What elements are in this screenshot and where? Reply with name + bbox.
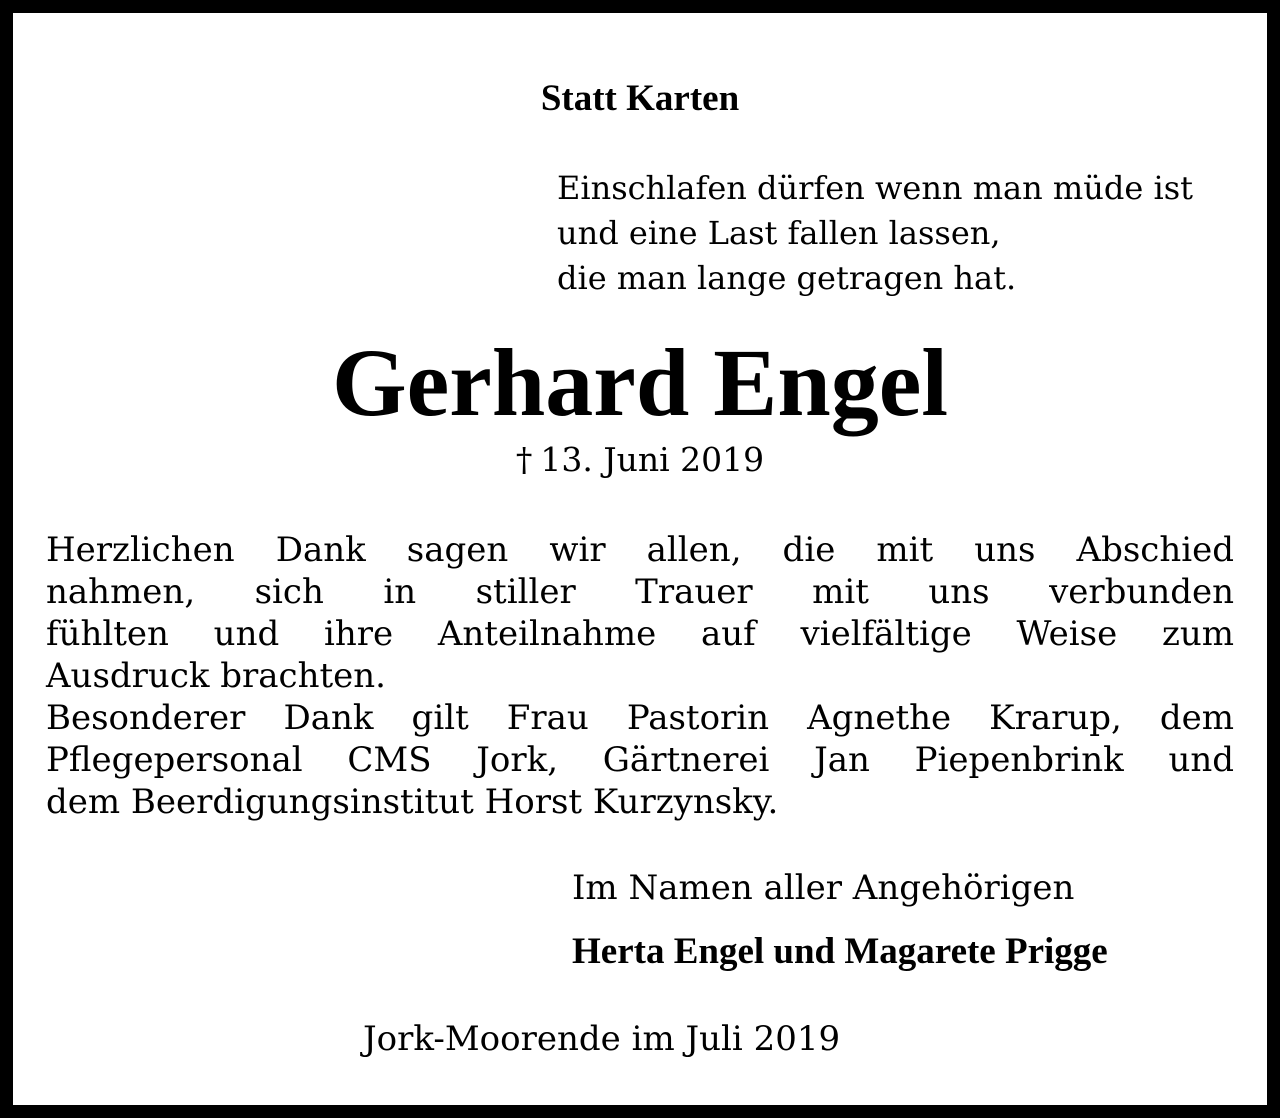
poem-line: die man lange getragen hat.: [557, 259, 1017, 297]
header-statt-karten: Statt Karten: [540, 78, 740, 119]
thanks-line: Ausdruck brachten.: [46, 656, 386, 696]
thanks-line: Besonderer Dank gilt Frau Pastorin Agnethe Krarup, dem: [46, 698, 1234, 738]
thanks-line: Herzlichen Dank sagen wir allen, die mit uns Abschied: [46, 530, 1234, 570]
closing-phrase: Im Namen aller Angehörigen: [572, 868, 1075, 908]
poem-line: und eine Last fallen lassen,: [557, 214, 1001, 252]
deceased-name: Gerhard Engel: [332, 329, 948, 436]
thanks-line: nahmen, sich in stiller Trauer mit uns verbunden: [46, 572, 1234, 612]
thanks-line: fühlten und ihre Anteilnahme auf vielfältige Weise zum: [46, 614, 1234, 654]
thanks-line: Pflegepersonal CMS Jork, Gärtnerei Jan Piepenbrink und: [46, 740, 1234, 780]
dagger-icon: †: [515, 440, 533, 479]
death-date: 13. Juni 2019: [540, 440, 765, 479]
death-date-line: [13, 438, 1267, 482]
place-and-date: Jork-Moorende im Juli 2019: [363, 1019, 841, 1059]
thanks-line: dem Beerdigungsinstitut Horst Kurzynsky.: [46, 782, 779, 822]
poem-line: Einschlafen dürfen wenn man müde ist: [557, 169, 1193, 207]
signers-names: Herta Engel und Magarete Prigge: [572, 931, 1108, 972]
thanks-text: [46, 529, 1234, 823]
poem-quote: [557, 166, 1193, 301]
